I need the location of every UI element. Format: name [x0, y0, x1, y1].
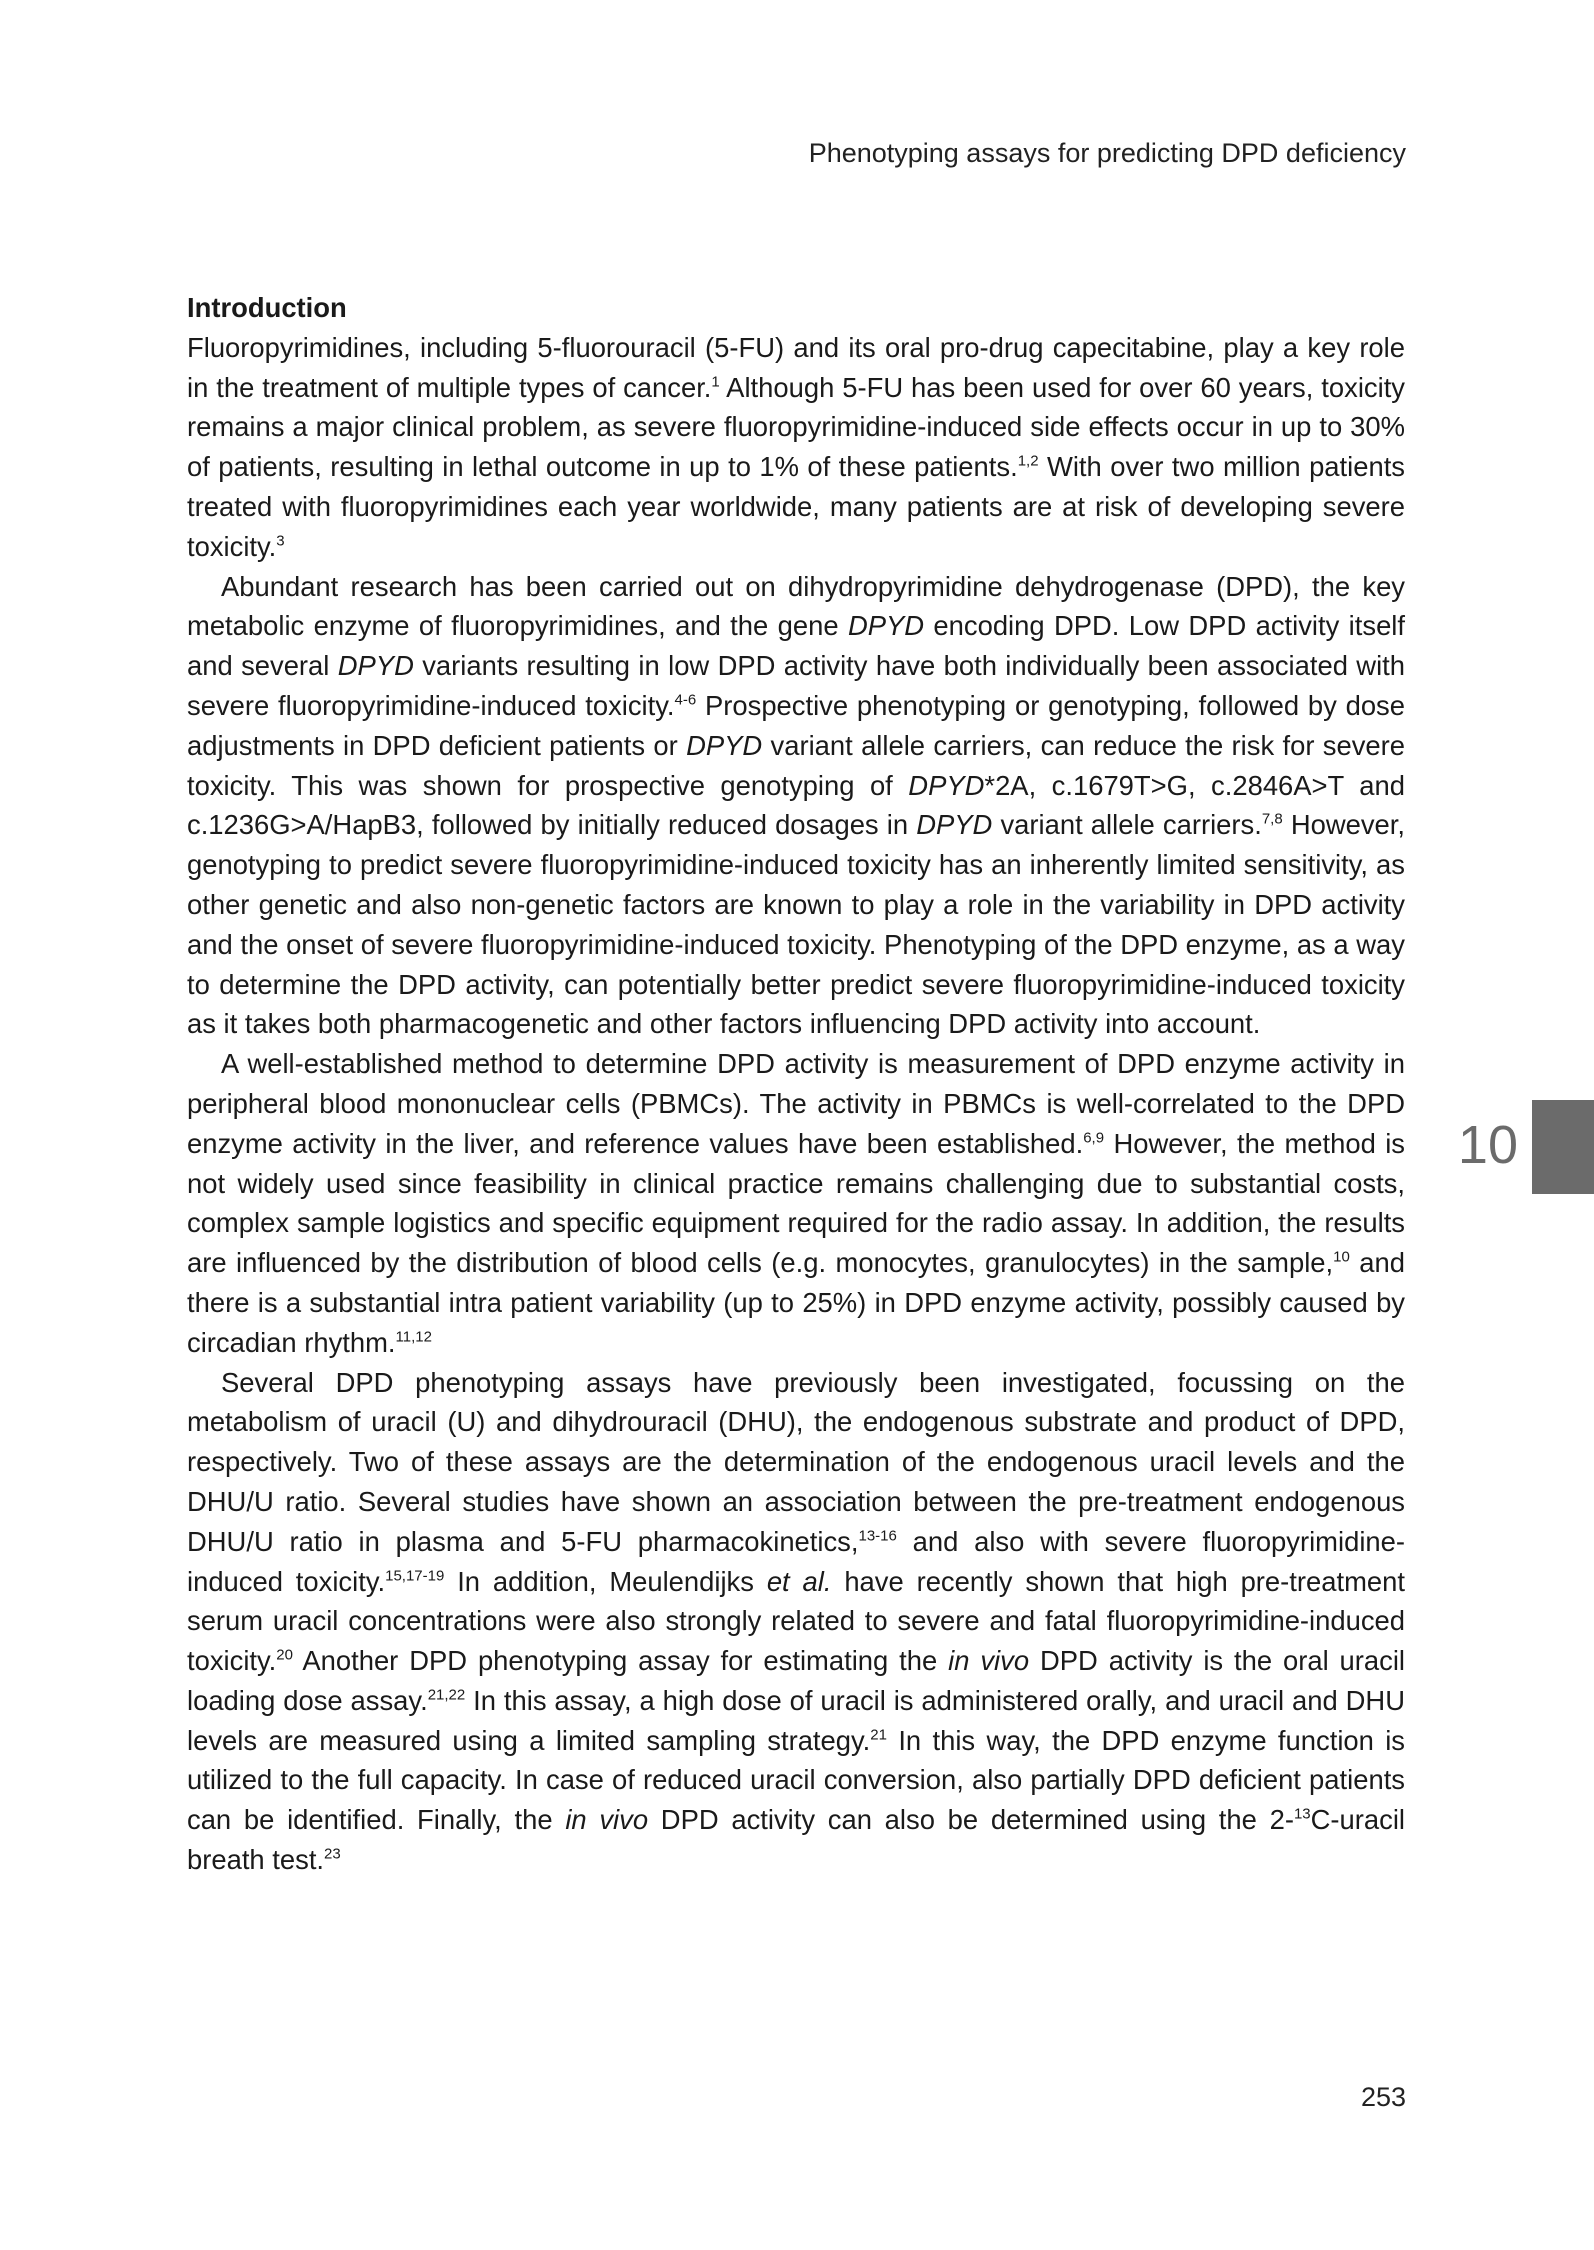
citation: 10	[1333, 1248, 1350, 1266]
section-heading: Introduction	[187, 292, 347, 323]
text: DPD activity can also be determined using the 2-	[648, 1804, 1294, 1836]
citation: 21	[870, 1726, 887, 1744]
text: C-uracil breath test.	[187, 1804, 1406, 1876]
citation: 15,17-19	[385, 1567, 445, 1584]
citation: 4-6	[674, 691, 697, 709]
citation: 11,12	[395, 1328, 432, 1346]
running-header: Phenotyping assays for predicting DPD deficiency	[808, 138, 1406, 168]
text: A well-established method to determine DPD activity is measurement of DPD enzyme activity in peripheral blood mononuclear cells (PBMCs). The activity in PBMCs is well-correlated to the DPD enzyme activity in the liver, and reference values have been established.	[187, 1048, 1405, 1159]
citation: 23	[324, 1845, 341, 1863]
citation: 1	[711, 373, 720, 391]
text: However, the method is not widely used since feasibility in clinical practice remains challenging due to substantial costs, complex sample logistics and specific equipment required for the radio assay. In addition, the results are influenced by the distribution of blood cells (e.g. monocytes, granulocytes) in the sample,	[187, 1127, 1405, 1279]
text: Another DPD phenotyping assay for estimating the	[292, 1645, 949, 1677]
body-text	[187, 288, 1405, 1880]
text: variants resulting in low DPD activity have both individually been associated with severe fluoropyrimidine-induced toxicity.	[187, 650, 1406, 721]
text: Several DPD phenotyping assays have previously been investigated, focussing on the metabolism of uracil (U) and dihydrouracil (DHU), the endogenous substrate and product of DPD, respectively. Two of these assays are the determination of the endogenous uracil levels and the DHU/U ratio. Several studies have shown an association between the pre-treatment endogenous DHU/U ratio in plasma and 5-FU pharmacokinetics,	[187, 1366, 1405, 1557]
citation: 6,9	[1083, 1129, 1105, 1147]
text: However, genotyping to predict severe fluoropyrimidine-induced toxicity has an inherently limited sensitivity, as other genetic and also non-genetic factors are known to play a role in the variability in DPD activity and the onset of severe fluoropyrimidine-induced toxicity. Phenotyping of the DPD enzyme, as a way to determine the DPD activity, can potentially better predict severe fluoropyrimidine-induced toxicity as it takes both pharmacogenetic and other factors influencing DPD activity into account.	[187, 809, 1405, 1040]
citation: 3	[276, 532, 285, 550]
citation: 1,2	[1017, 452, 1039, 470]
citation: 20	[276, 1646, 293, 1664]
citation: 21,22	[427, 1686, 466, 1704]
chapter-number: 10	[1457, 1115, 1518, 1175]
paragraph-2	[187, 567, 1405, 1045]
gene-name: DPYD	[916, 809, 993, 841]
text: In this assay, a high dose of uracil is administered orally, and uracil and DHU levels are measured using a limited sampling strategy.	[187, 1684, 1405, 1756]
gene-name: DPYD	[337, 650, 414, 682]
text: encoding DPD. Low DPD activity itself and several	[187, 610, 1406, 682]
page-number: 253	[1360, 2082, 1406, 2112]
text: *2A, c.1679T>G, c.2846A>T and c.1236G>A/HapB3, followed by initially reduced dosages in	[187, 769, 1405, 841]
text: In this way, the DPD enzyme function is utilized to the full capacity. In case of reduced uracil conversion, also partially DPD deficient patients can be identified. Finally, the	[187, 1724, 1405, 1836]
gene-name: DPYD	[908, 769, 985, 801]
text: DPD activity is the oral uracil loading dose assay.	[187, 1645, 1406, 1716]
chapter-tab	[1532, 1100, 1594, 1194]
italic-text: et al.	[766, 1565, 832, 1597]
italic-text: in vivo	[948, 1645, 1030, 1677]
isotope-superscript: 13	[1293, 1805, 1311, 1823]
italic-text: in vivo	[565, 1804, 649, 1836]
text: Fluoropyrimidines, including 5-fluorouracil (5-FU) and its oral pro-drug capecitabine, play a key role in the treatment of multiple types of cancer.	[187, 331, 1405, 403]
gene-name: DPYD	[847, 610, 925, 642]
text: and there is a substantial intra patient variability (up to 25%) in DPD enzyme activity, possibly caused by circadian rhythm.	[187, 1247, 1406, 1358]
citation: 13-16	[858, 1527, 897, 1545]
citation: 7,8	[1261, 810, 1283, 828]
paragraph-3	[187, 1044, 1405, 1362]
text: Although 5-FU has been used for over 60 years, toxicity remains a major clinical problem, as severe fluoropyrimidine-induced side effects occur in up to 30% of patients, resulting in lethal outcome in up to 1% of these patients.	[187, 371, 1405, 483]
text: In addition, Meulendijks	[444, 1565, 767, 1597]
text: Prospective phenotyping or genotyping, followed by dose adjustments in DPD deficient patients or	[187, 689, 1405, 761]
text: have recently shown that high pre-treatment serum uracil concentrations were also strongly related to severe and fatal fluoropyrimidine-induced toxicity.	[187, 1565, 1405, 1677]
text: and also with severe fluoropyrimidine-induced toxicity.	[187, 1525, 1405, 1597]
text: With over two million patients treated with fluoropyrimidines each year worldwide, many patients are at risk of developing severe toxicity.	[187, 451, 1405, 562]
text: Abundant research has been carried out on dihydropyrimidine dehydrogenase (DPD), the key metabolic enzyme of fluoropyrimidines, and the gene	[187, 570, 1405, 642]
paragraph-1	[187, 328, 1405, 567]
gene-name: DPYD	[686, 729, 763, 761]
text: variant allele carriers, can reduce the risk for severe toxicity. This was shown for prospective genotyping of	[187, 729, 1405, 801]
paragraph-4	[187, 1363, 1405, 1880]
text: variant allele carriers.	[992, 809, 1262, 841]
